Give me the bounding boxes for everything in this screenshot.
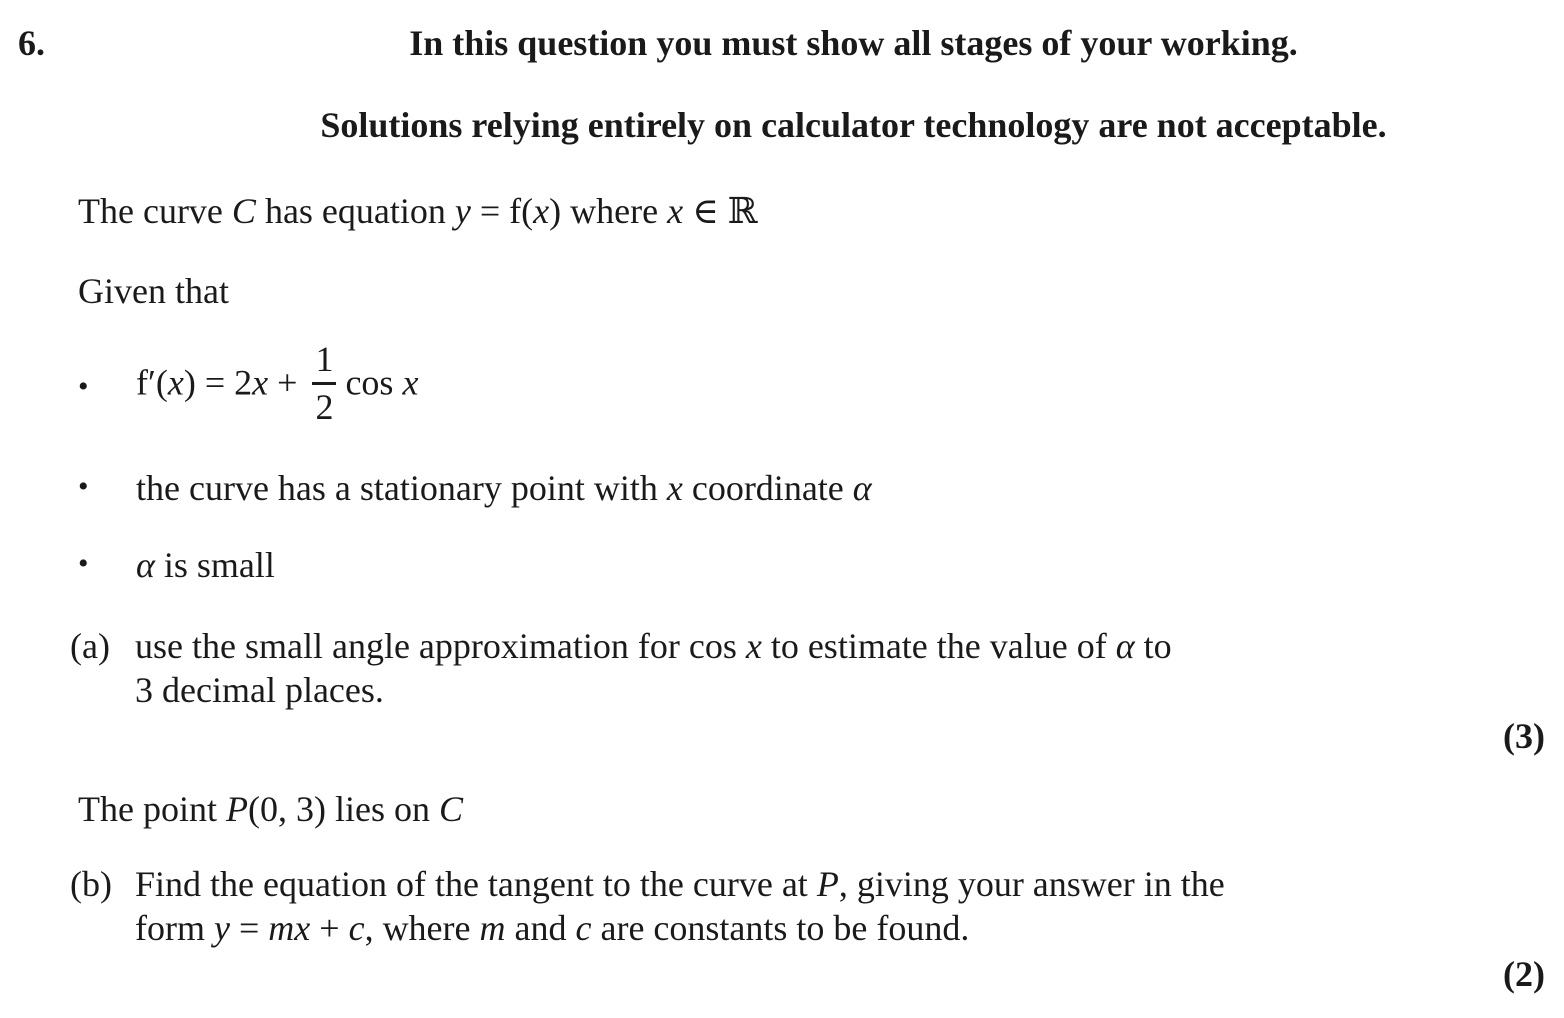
text-segment: + [268, 363, 307, 404]
text-segment: The point [78, 789, 226, 830]
part-a-label: (a) [70, 626, 110, 667]
text-segment: are constants to be found. [591, 908, 970, 949]
text-segment: + [310, 908, 349, 949]
text-segment: c [348, 908, 365, 949]
text-segment: x [402, 363, 419, 404]
part-a-text [135, 625, 1545, 713]
formula-left-part [136, 363, 306, 403]
text-segment: cos [345, 363, 403, 404]
text-segment: x [666, 467, 683, 508]
curve-definition-line [78, 190, 1545, 233]
text-segment: ℝ [727, 191, 758, 233]
text-segment: x [533, 191, 550, 232]
text-segment: use the small angle approximation for cos [135, 626, 746, 667]
fraction-numerator: 1 [312, 340, 336, 385]
part-b-text-line-1 [135, 863, 1545, 907]
text-segment: , where [364, 908, 480, 949]
text-segment: to [1134, 626, 1172, 667]
text-segment: α [136, 544, 155, 585]
bullet-alpha-small [78, 544, 1545, 587]
fraction-denominator: 2 [315, 387, 334, 428]
text-segment: The curve [78, 191, 232, 232]
text-segment: Find the equation of the tangent to the curve at [135, 864, 817, 905]
one-half-fraction [312, 340, 336, 427]
derivative-formula [136, 339, 419, 430]
text-segment: form [135, 908, 214, 949]
part-a [70, 625, 1545, 713]
given-that-line: Given that [78, 270, 229, 311]
text-segment: the curve has a stationary point with [136, 467, 667, 508]
text-segment: has equation [255, 191, 455, 232]
text-segment: x [667, 191, 684, 232]
text-segment: ∈ [683, 191, 728, 232]
text-segment: f′( [136, 363, 168, 404]
text-segment: , giving your answer in the [838, 864, 1225, 905]
stationary-point-text [136, 467, 872, 510]
text-segment: to estimate the value of [761, 626, 1116, 667]
part-b-marks: (2) [1503, 954, 1545, 995]
part-a-text-line-2 [135, 669, 1545, 713]
text-segment: coordinate [682, 467, 853, 508]
text-segment: x [745, 626, 762, 667]
bullet-derivative [78, 339, 1545, 431]
alpha-small-text [136, 544, 275, 587]
part-b-text-line-2 [135, 907, 1545, 951]
text-segment: ) where [549, 191, 668, 232]
formula-right-part [345, 363, 418, 403]
text-segment: x [167, 363, 184, 404]
text-segment: mx [268, 908, 311, 949]
text-segment: = [229, 908, 269, 949]
text-segment: α [852, 467, 872, 508]
text-segment: (0, 3) lies on [247, 789, 439, 830]
text-segment: α [1115, 626, 1135, 667]
text-segment: ) = 2 [183, 363, 253, 404]
text-segment: 3 decimal places. [135, 670, 384, 711]
text-segment: P [816, 864, 839, 905]
text-segment: y [454, 191, 471, 232]
text-segment: P [225, 789, 248, 830]
question-number: 6. [18, 23, 45, 63]
part-a-text-line-1 [135, 625, 1545, 669]
text-segment: m [479, 908, 506, 949]
part-b [70, 863, 1545, 951]
part-b-label: (b) [70, 864, 112, 905]
bullet-icon: • [78, 546, 89, 580]
instruction-bold-line-2: Solutions relying entirely on calculator technology are not acceptable. [320, 105, 1387, 146]
text-segment: = f( [470, 191, 534, 232]
instruction-bold-line-1: In this question you must show all stages of your working. [409, 23, 1298, 63]
text-segment: and [505, 908, 576, 949]
text-segment: y [213, 908, 230, 949]
point-p-line [78, 788, 1545, 831]
bullet-stationary-point [78, 467, 1545, 510]
text-segment: C [438, 789, 463, 830]
text-segment: c [575, 908, 592, 949]
part-a-marks: (3) [1503, 715, 1545, 756]
part-b-text [135, 863, 1545, 951]
text-segment: is small [154, 544, 275, 585]
text-segment: x [252, 363, 269, 404]
bullet-icon: • [78, 469, 89, 503]
text-segment: C [231, 191, 256, 232]
bullet-icon: • [78, 369, 89, 403]
